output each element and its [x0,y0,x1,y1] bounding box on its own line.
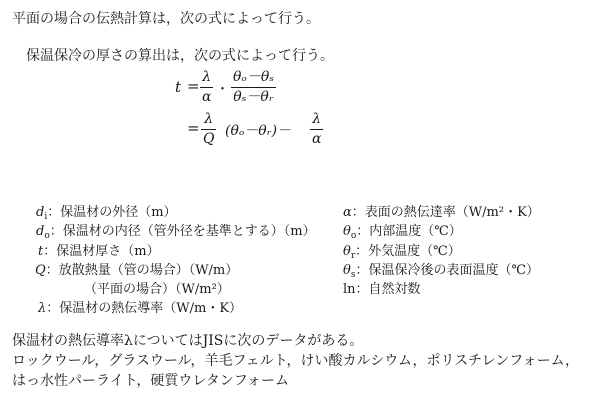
fraction-theta [231,69,276,106]
formula-paren: (θₒ－θᵣ)－ [225,123,292,139]
frac2-numerator: θₒ－θₛ [233,69,274,85]
definition-item: $d_o$：保温材の内径（管外径を基準とする）（m） [36,224,316,241]
definition-item: ln：自然対数 [343,282,421,297]
formula-equals-1: = [187,77,200,95]
formula-dot: ・ [216,82,230,97]
frac3-numerator: λ [204,111,214,127]
frac4-numerator: λ [312,111,322,127]
footer-line: はっ水性パーライト，硬質ウレタンフォーム [12,373,290,389]
fraction-lambda-q [201,111,216,148]
definition-item: t：保温材厚さ（m） [38,244,160,259]
definition-item: Q：放散熱量（管の場合）（W/m） [35,263,239,278]
thickness-heading: 保温保冷の厚さの算出は，次の式によって行う。 [26,48,334,64]
frac1-denominator: α [202,89,212,105]
frac2-denominator: θₛ－θᵣ [233,89,274,105]
definition-item: $\theta_r$：外気温度（℃） [343,244,461,261]
intro-text: 平面の場合の伝熱計算は，次の式によって行う。 [12,11,320,27]
fraction-lambda-alpha-1 [200,69,213,106]
fraction-lambda-alpha-2 [310,111,323,148]
definition-item: $d_i$：保温材の外径（m） [36,205,177,222]
footer-line: ロックウール，グラスウール，羊毛フェルト，けい酸カルシウム，ポリスチレンフォーム， [12,353,579,369]
frac1-numerator: λ [202,69,212,85]
definition-item: α：表面の熱伝達率（W/m²・K） [343,205,540,220]
definition-item: $\theta_s$：保温保冷後の表面温度（℃） [343,263,540,280]
formula-lhs: t [175,78,182,96]
footer-line: 保温材の熱伝導率λについてはJISに次のデータがある。 [12,333,364,349]
definition-item: $\theta_o$：内部温度（℃） [343,224,462,241]
frac4-denominator: α [312,131,322,147]
formula-equals-2: = [187,119,200,137]
frac3-denominator: Q [203,131,215,147]
definition-item: λ：保温材の熱伝導率（W/m・K） [38,301,243,316]
definition-item: （平面の場合）（W/m²） [84,282,230,297]
